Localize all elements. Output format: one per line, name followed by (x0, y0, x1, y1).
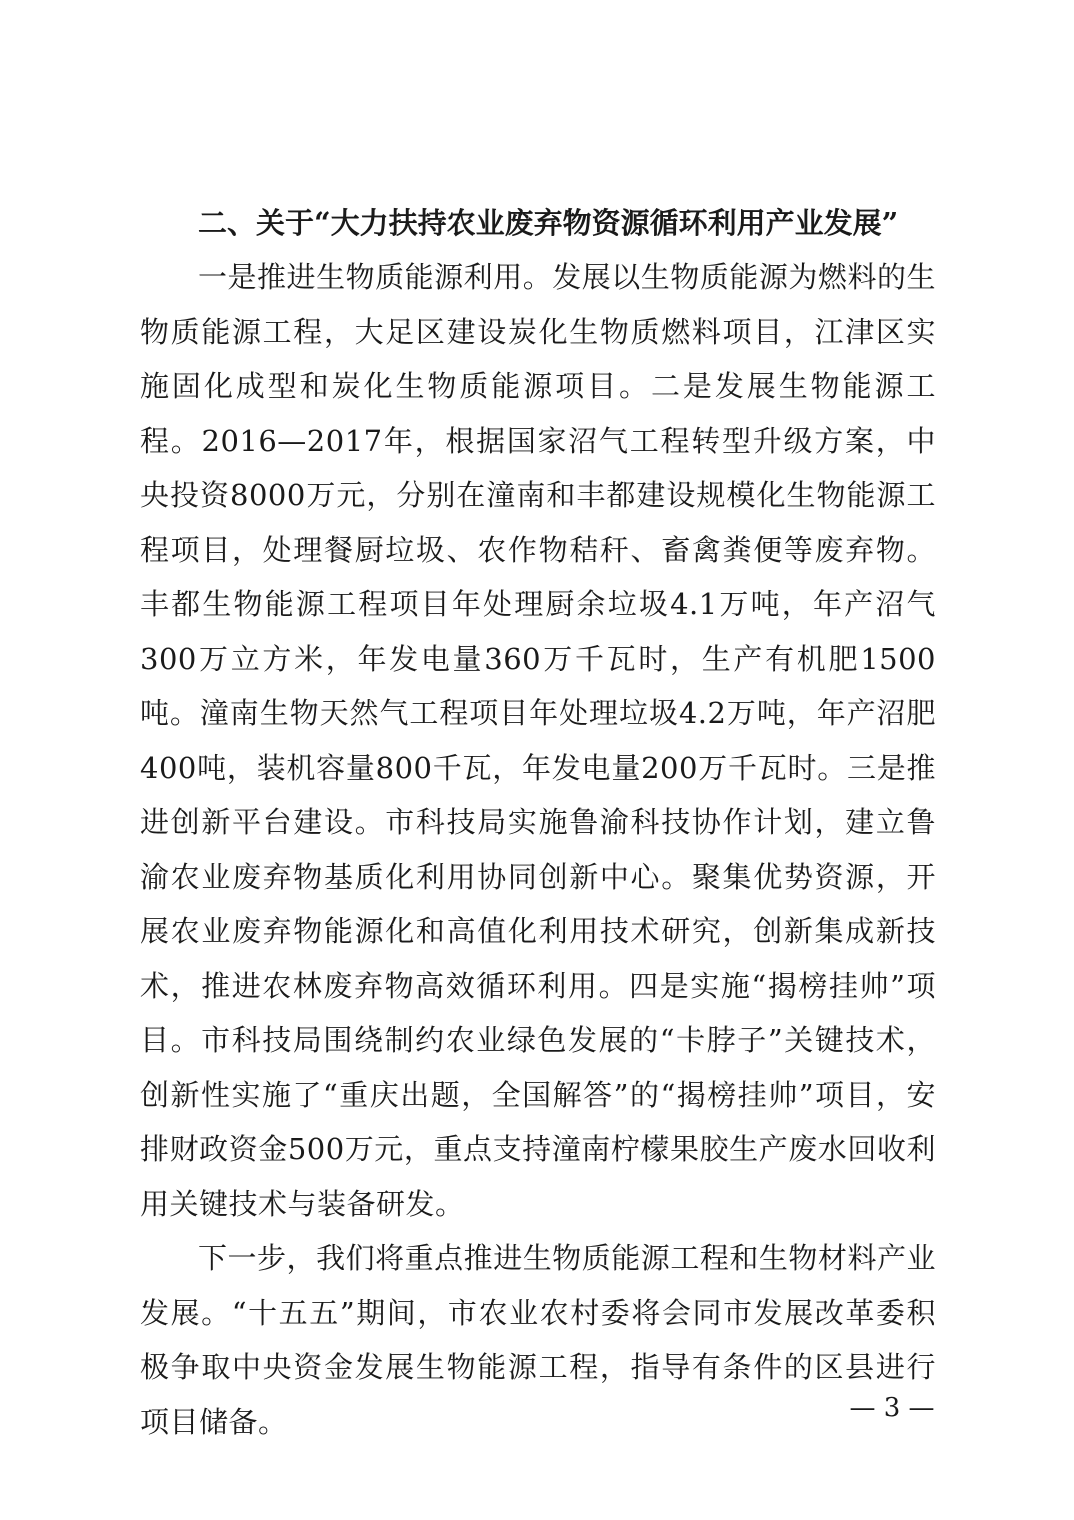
page-number: — 3 — (849, 1393, 935, 1423)
section-heading: 二、关于“大力扶持农业废弃物资源循环利用产业发展” (198, 206, 899, 240)
document-body (140, 196, 936, 1449)
body-paragraph-1: 一是推进生物质能源利用。发展以生物质能源为燃料的生物质能源工程，大足区建设炭化生物质燃料项目，江津区实施固化成型和炭化生物质能源项目。二是发展生物能源工程。2016—2017年，根据国家沼气工程转型升级方案，中央投资8000万元，分别在潼南和丰都建设规模化生物能源工程项目，处理餐厨垃圾、农作物秸秆、畜禽粪便等废弃物。丰都生物能源工程项目年处理厨余垃圾4.1万吨，年产沼气300万立方米，年发电量360万千瓦时，生产有机肥1500吨。潼南生物天然气工程项目年处理垃圾4.2万吨，年产沼肥400吨，装机容量800千瓦，年发电量200万千瓦时。三是推进创新平台建设。市科技局实施鲁渝科技协作计划，建立鲁渝农业废弃物基质化利用协同创新中心。聚集优势资源，开展农业废弃物能源化和高值化利用技术研究，创新集成新技术，推进农林废弃物高效循环利用。四是实施“揭榜挂帅”项目。市科技局围绕制约农业绿色发展的“卡脖子”关键技术，创新性实施了“重庆出题，全国解答”的“揭榜挂帅”项目，安排财政资金500万元，重点支持潼南柠檬果胶生产废水回收利用关键技术与装备研发。 (140, 260, 936, 1221)
body-paragraph-2: 下一步，我们将重点推进生物质能源工程和生物材料产业发展。“十五五”期间，市农业农村委将会同市发展改革委积极争取中央资金发展生物能源工程，指导有条件的区县进行项目储备。 (140, 1241, 936, 1439)
